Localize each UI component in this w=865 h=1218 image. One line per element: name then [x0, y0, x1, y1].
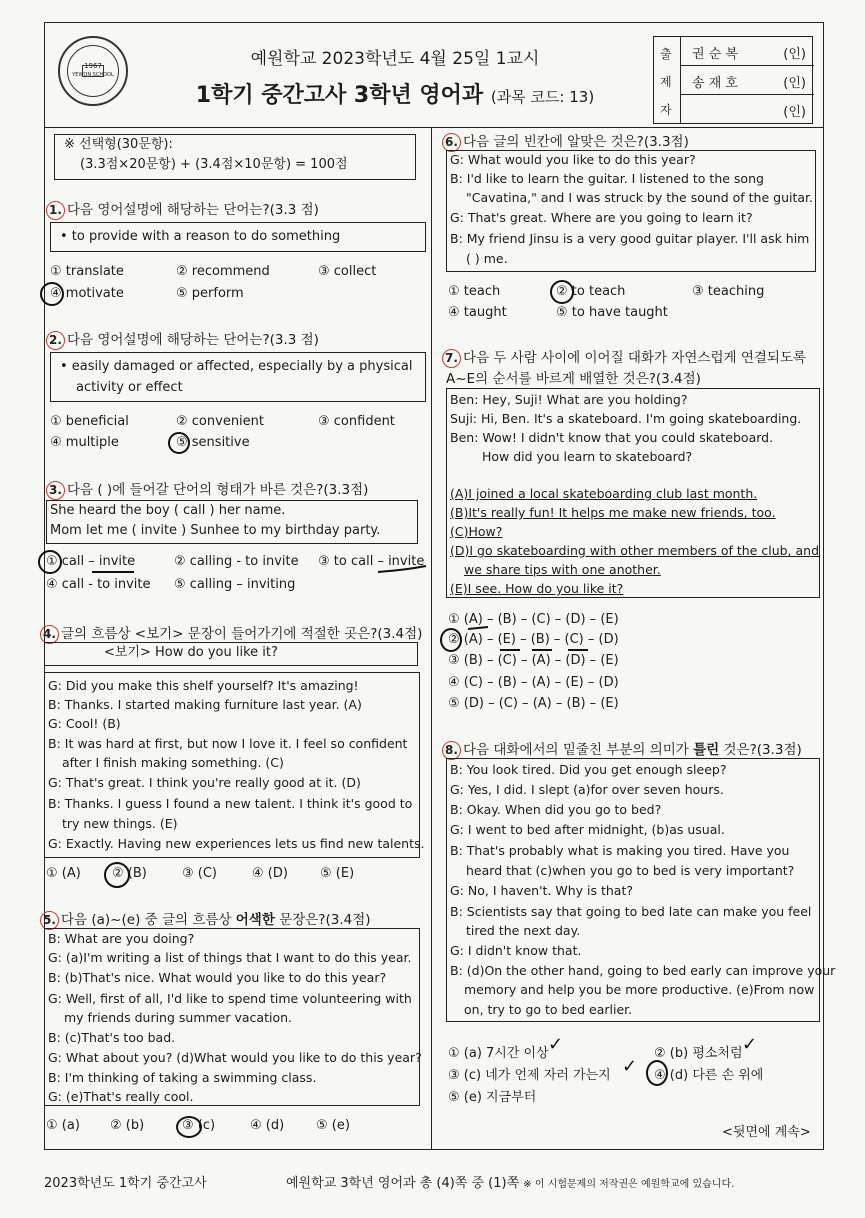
- q5-line-1: B: What are you doing?: [48, 931, 195, 946]
- q4-line-6: G: That's great. I think you're really good at it. (D): [48, 775, 361, 790]
- q1-option-5[interactable]: ⑤ perform: [176, 286, 244, 301]
- q8-line-6: heard that (c)when you go to bed is very important?: [466, 863, 795, 878]
- q6-option-4[interactable]: ④ taught: [448, 305, 507, 320]
- q7-option-2[interactable]: ② (A) – (E) – (B) – (C) – (D): [448, 632, 619, 647]
- q2-option-3[interactable]: ③ confident: [318, 414, 395, 429]
- q4-line-7: B: Thanks. I guess I found a new talent. I think it's good to: [48, 796, 413, 811]
- q5-option-1[interactable]: ① (a): [46, 1118, 80, 1133]
- footer-left: 2023학년도 1학기 중간고사: [44, 1176, 207, 1191]
- q4-line-9: G: Exactly. Having new experiences lets us find new talents.: [48, 836, 425, 851]
- q3-sentence-2: Mom let me ( invite ) Sunhee to my birthday party.: [50, 523, 381, 538]
- q8-line-5: B: That's probably what is making you tired. Have you: [450, 843, 790, 858]
- q1-option-1[interactable]: ① translate: [50, 264, 124, 279]
- q8-line-1: B: You look tired. Did you get enough sleep?: [450, 762, 727, 777]
- signer-mark-2: (인): [783, 76, 806, 91]
- q2-definition-line-1: • easily damaged or affected, especially by a physical: [60, 359, 413, 374]
- q8-line-12: memory and help you be more productive. (e)From now: [464, 982, 815, 997]
- q8-option-2[interactable]: ② (b) 평소처럼: [654, 1046, 743, 1061]
- q8-option-3[interactable]: ③ (c) 네가 언제 자러 가는지: [448, 1068, 611, 1083]
- q8-line-3: B: Okay. When did you go to bed?: [450, 802, 662, 817]
- q5-option-2[interactable]: ② (b): [110, 1118, 145, 1133]
- q5-option-5[interactable]: ⑤ (e): [316, 1118, 350, 1133]
- q4-line-1: G: Did you make this shelf yourself? It's amazing!: [48, 678, 359, 693]
- q2-option-4[interactable]: ④ multiple: [50, 435, 119, 450]
- q6-option-5[interactable]: ⑤ to have taught: [556, 305, 668, 320]
- q7-line-1: Ben: Hey, Suji! What are you holding?: [450, 392, 688, 407]
- q5-option-4[interactable]: ④ (d): [250, 1118, 285, 1133]
- q7-line-2: Suji: Hi, Ben. It's a skateboard. I'm going skateboarding.: [450, 411, 802, 426]
- q4-option-3[interactable]: ③ (C): [182, 866, 218, 881]
- q8-option-1[interactable]: ① (a) 7시간 이상: [448, 1046, 549, 1061]
- q6-line-3: "Cavatina," and I was struck by the sound of the guitar.: [466, 190, 813, 205]
- q4-stem: 4. 글의 흐름상 <보기> 문장이 들어가기에 적절한 곳은?(3.4점): [40, 622, 422, 644]
- q7-line-4: How did you learn to skateboard?: [482, 449, 693, 464]
- q4-line-4: B: It was hard at first, but now I love it. I feel so confident: [48, 736, 408, 751]
- instructions-line-2: (3.3점×20문항) + (3.4점×10문항) = 100점: [80, 157, 348, 172]
- q3-option-5[interactable]: ⑤ calling – inviting: [174, 577, 296, 592]
- q8-line-13: on, try to go to bed earlier.: [464, 1002, 633, 1017]
- signer-mark-1: (인): [783, 47, 806, 62]
- sign-label-1: 출: [660, 47, 672, 61]
- q1-definition: • to provide with a reason to do something: [60, 229, 341, 244]
- q6-line-1: G: What would you like to do this year?: [450, 152, 696, 167]
- q5-line-8: B: I'm thinking of taking a swimming class.: [48, 1070, 317, 1085]
- exam-title: 1학기 중간고사 3학년 영어과 (과목 코드: 13): [195, 83, 595, 108]
- q1-option-3[interactable]: ③ collect: [318, 264, 377, 279]
- q8-line-7: G: No, I haven't. Why is that?: [450, 883, 633, 898]
- q7-choice-e: (E)I see. How do you like it?: [450, 581, 624, 596]
- q6-option-2[interactable]: ② to teach: [556, 284, 626, 299]
- q3-stem: 3. 다음 ( )에 들어갈 단어의 형태가 바른 것은?(3.3점): [46, 478, 368, 500]
- continue-note: <뒷면에 계속>: [722, 1125, 811, 1140]
- q8-option-5[interactable]: ⑤ (e) 지금부터: [448, 1090, 537, 1105]
- q6-line-6: ( ) me.: [466, 251, 508, 266]
- subject-code: (과목 코드: 13): [490, 88, 595, 106]
- q8-line-9: tired the next day.: [466, 923, 581, 938]
- q5-line-3: B: (b)That's nice. What would you like to do this year?: [48, 970, 387, 985]
- q7-option-3[interactable]: ③ (B) – (C) – (A) – (D) – (E): [448, 653, 619, 668]
- q4-option-1[interactable]: ① (A): [46, 866, 81, 881]
- q5-line-9: G: (e)That's really cool.: [48, 1089, 194, 1104]
- signer-name-2: 송 재 호: [692, 76, 738, 91]
- sign-label-2: 제: [660, 75, 672, 89]
- q4-line-8: try new things. (E): [62, 816, 178, 831]
- q1-option-4[interactable]: ④ motivate: [50, 286, 124, 301]
- q5-stem: 5. 다음 (a)~(e) 중 글의 흐름상 어색한 문장은?(3.4점): [40, 908, 371, 930]
- q8-line-10: G: I didn't know that.: [450, 943, 582, 958]
- q5-line-5: my friends during summer vacation.: [64, 1010, 292, 1025]
- q3-option-2[interactable]: ② calling - to invite: [174, 554, 299, 569]
- q5-line-4: G: Well, first of all, I'd like to spend time volunteering with: [48, 991, 412, 1006]
- q2-option-2[interactable]: ② convenient: [176, 414, 265, 429]
- q4-option-4[interactable]: ④ (D): [252, 866, 288, 881]
- q6-line-4: G: That's great. Where are you going to learn it?: [450, 210, 753, 225]
- seal-name: YEWON SCHOOL: [72, 72, 114, 78]
- q8-check-mark-1: ✓: [548, 1034, 564, 1055]
- q7-choice-b: (B)It's really fun! It helps me make new friends, too.: [450, 505, 776, 520]
- q8-line-2: G: Yes, I did. I slept (a)for over seven hours.: [450, 782, 724, 797]
- q7-stem-line-2: A~E의 순서를 바르게 배열한 것은?(3.4점): [446, 371, 701, 387]
- q5-line-2: G: (a)I'm writing a list of things that I want to do this year.: [48, 950, 412, 965]
- signer-mark-3: (인): [783, 105, 806, 120]
- q3-option-3[interactable]: ③ to call – invite: [318, 554, 425, 569]
- sign-label-3: 자: [660, 103, 672, 117]
- q4-line-3: G: Cool! (B): [48, 716, 121, 731]
- instructions-line-1: ※ 선택형(30문항):: [64, 137, 173, 152]
- q6-option-1[interactable]: ① teach: [448, 284, 501, 299]
- q1-stem: 1. 다음 영어설명에 해당하는 단어는?(3.3 점): [46, 198, 319, 220]
- q3-option-1[interactable]: ① call – invite: [46, 554, 136, 569]
- q8-line-8: B: Scientists say that going to bed late can make you feel: [450, 904, 812, 919]
- q7-choice-c: (C)How?: [450, 524, 503, 539]
- q8-answer-mark: [646, 1060, 668, 1086]
- seal-year: 1967: [84, 62, 102, 70]
- q4-line-2: B: Thanks. I started making furniture last year. (A): [48, 697, 362, 712]
- q7-choice-d: (D)I go skateboarding with other members of the club, and: [450, 543, 820, 558]
- q2-option-1[interactable]: ① beneficial: [50, 414, 129, 429]
- q6-line-2: B: I'd like to learn the guitar. I listened to the song: [450, 171, 764, 186]
- q7-line-3: Ben: Wow! I didn't know that you could skateboard.: [450, 430, 774, 445]
- q4-option-2[interactable]: ② (B): [112, 866, 147, 881]
- q4-bogi: <보기> How do you like it?: [104, 645, 278, 660]
- q2-stem: 2. 다음 영어설명에 해당하는 단어는?(3.3 점): [46, 328, 319, 350]
- q7-option-5[interactable]: ⑤ (D) – (C) – (A) – (B) – (E): [448, 696, 619, 711]
- q5-line-7: G: What about you? (d)What would you like to do this year?: [48, 1050, 422, 1065]
- q7-choice-d-cont: we share tips with one another.: [464, 562, 661, 577]
- q7-option-1[interactable]: ① (A) – (B) – (C) – (D) – (E): [448, 612, 619, 627]
- q4-line-5: after I finish making something. (C): [62, 755, 284, 770]
- q3-sentence-1: She heard the boy ( call ) her name.: [50, 503, 286, 518]
- q6-stem: 6. 다음 글의 빈칸에 알맞은 것은?(3.3점): [442, 130, 689, 152]
- q6-option-3[interactable]: ③ teaching: [692, 284, 765, 299]
- q3-option-4[interactable]: ④ call - to invite: [46, 577, 151, 592]
- footer-copyright: ※ 이 시험문제의 저작권은 예원학교에 있습니다.: [523, 1179, 735, 1190]
- q7-choice-a: (A)I joined a local skateboarding club last month.: [450, 486, 758, 501]
- signer-name-1: 권 순 복: [692, 47, 738, 62]
- q5-option-3[interactable]: ③ (c): [182, 1118, 216, 1133]
- footer-center: 예원학교 3학년 영어과 총 (4)쪽 중 (1)쪽 ※ 이 시험문제의 저작권은 예원학교에 있습니다.: [286, 1176, 735, 1191]
- q8-stem: 8. 다음 대화에서의 밑줄친 부분의 의미가 틀린 것은?(3.3점): [442, 738, 802, 760]
- exam-date-line: 예원학교 2023학년도 4월 25일 1교시: [250, 49, 540, 69]
- q2-option-5[interactable]: ⑤ sensitive: [176, 435, 250, 450]
- q6-line-5: B: My friend Jinsu is a very good guitar player. I'll ask him: [450, 231, 810, 246]
- q8-line-11: B: (d)On the other hand, going to bed early can improve your: [450, 963, 836, 978]
- q1-option-2[interactable]: ② recommend: [176, 264, 270, 279]
- q8-line-4: G: I went to bed after midnight, (b)as usual.: [450, 822, 725, 837]
- q2-definition-line-2: activity or effect: [76, 380, 183, 395]
- q8-check-mark-2: ✓: [742, 1034, 758, 1055]
- q5-line-6: B: (c)That's too bad.: [48, 1030, 176, 1045]
- q4-option-5[interactable]: ⑤ (E): [320, 866, 355, 881]
- q8-option-4[interactable]: ④ (d) 다른 손 위에: [654, 1068, 764, 1083]
- q8-check-mark-3: ✓: [622, 1056, 638, 1077]
- q7-stem-line-1: 7. 다음 두 사람 사이에 이어질 대화가 자연스럽게 연결되도록: [442, 346, 806, 368]
- q7-option-4[interactable]: ④ (C) – (B) – (A) – (E) – (D): [448, 675, 619, 690]
